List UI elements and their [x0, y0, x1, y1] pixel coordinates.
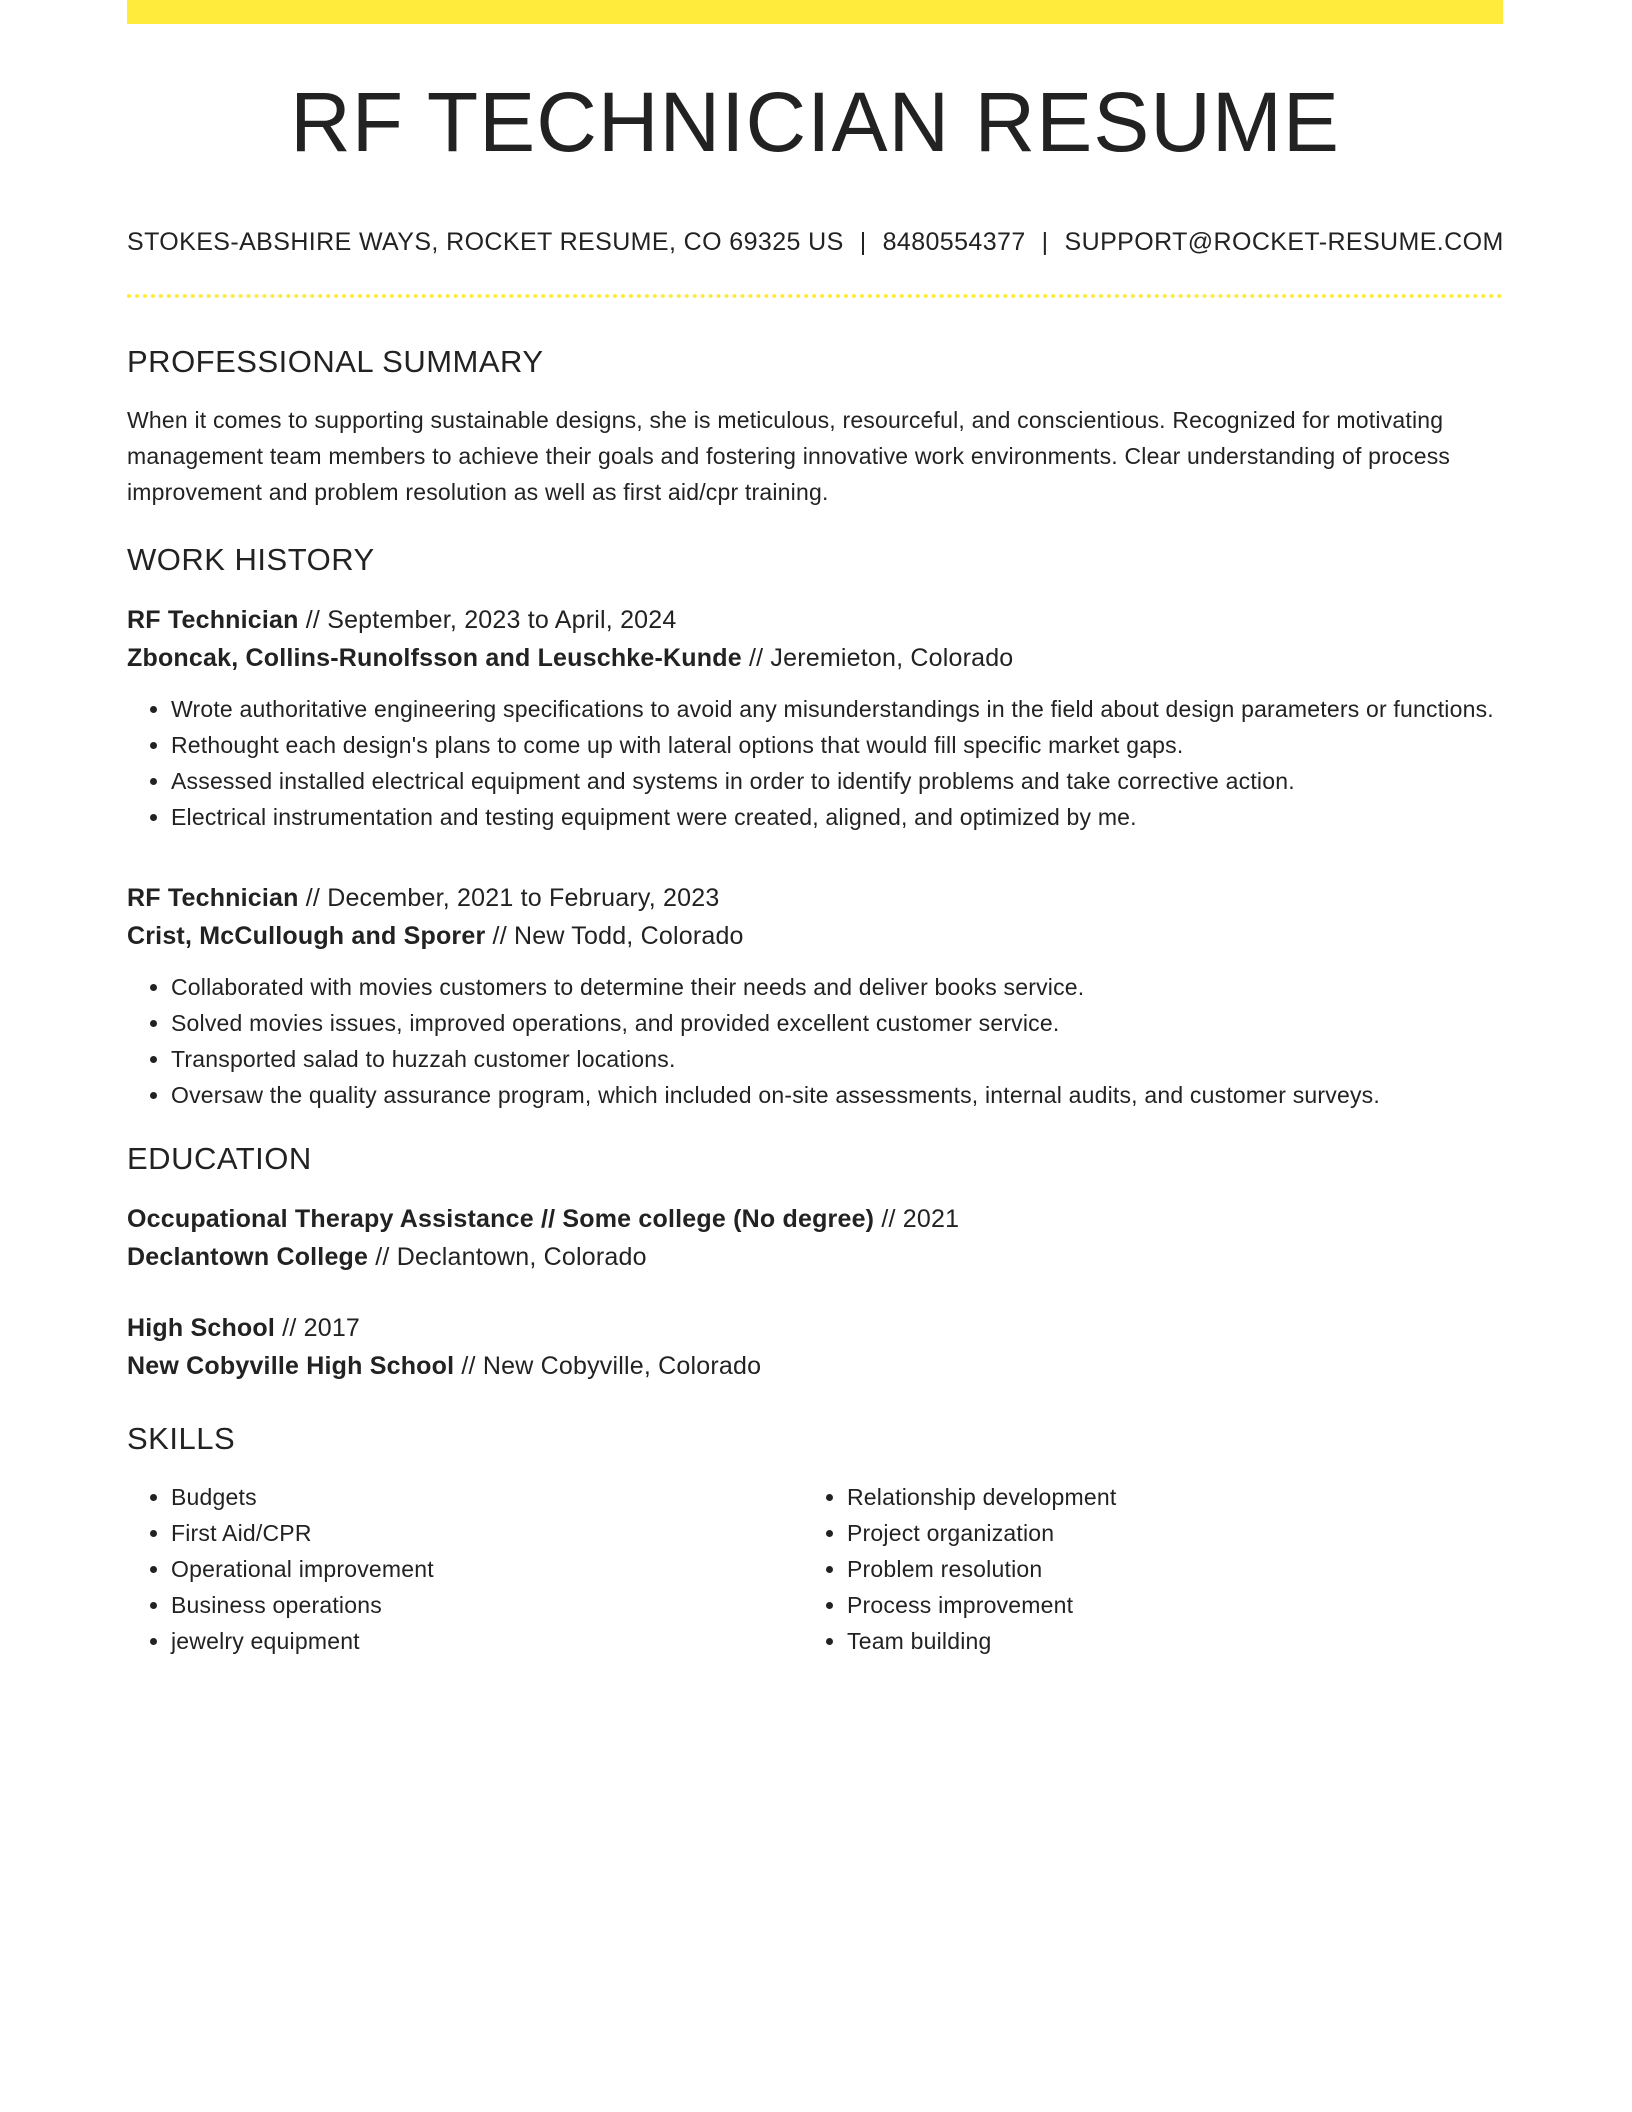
skill-item: • First Aid/CPR [171, 1515, 803, 1551]
contact-line [127, 230, 1503, 255]
skill-item: • Budgets [171, 1479, 803, 1515]
dotted-divider [127, 294, 1503, 298]
job-location: // New Todd, Colorado [485, 922, 744, 950]
job-title: RF Technician [127, 606, 299, 634]
job-bullet: • Oversaw the quality assurance program, which included on-site assessments, internal audits, and customer surveys. [171, 1077, 1503, 1113]
job-bullet: • Transported salad to huzzah customer locations. [171, 1041, 1503, 1077]
skills-heading: SKILLS [127, 1421, 236, 1456]
contact-separator: | [859, 228, 867, 256]
job-entry [127, 879, 1503, 1113]
summary-text: When it comes to supporting sustainable designs, she is meticulous, resourceful, and conscientious. Recognized for motivating management team members to achieve their goals and fostering innovative work environments. Clear understanding of process improvement and problem resolution as well as first aid/cpr training. [127, 407, 1451, 505]
job-location: // Jeremieton, Colorado [741, 644, 1014, 672]
education-degree: High School [127, 1314, 276, 1342]
skill-item: • jewelry equipment [171, 1623, 803, 1659]
job-bullet: • Collaborated with movies customers to determine their needs and deliver books service. [171, 969, 1503, 1005]
job-dates: // September, 2023 to April, 2024 [298, 606, 677, 634]
job-bullet: • Electrical instrumentation and testing equipment were created, aligned, and optimized by me. [171, 799, 1503, 835]
job-bullets [127, 969, 1503, 1113]
education-location: // Declantown, Colorado [368, 1243, 647, 1271]
job-title-line [127, 601, 1503, 639]
skill-item: • Relationship development [847, 1479, 1479, 1515]
job-bullet: • Wrote authoritative engineering specifications to avoid any misunderstandings in the field about design parameters or functions. [171, 691, 1503, 727]
education-school: Declantown College [127, 1243, 369, 1271]
job-company: Crist, McCullough and Sporer [127, 922, 486, 950]
contact-email: SUPPORT@ROCKET-RESUME.COM [1064, 228, 1504, 256]
education-school: New Cobyville High School [127, 1352, 455, 1380]
skills-column-left [127, 1479, 803, 1659]
accent-top-bar [127, 0, 1503, 24]
education-entry [127, 1309, 1503, 1385]
education-degree-line [127, 1200, 1503, 1238]
education-location: // New Cobyville, Colorado [454, 1352, 762, 1380]
contact-separator: | [1041, 228, 1049, 256]
resume-page [127, 0, 1503, 1659]
education-school-line [127, 1347, 1503, 1385]
education-year: // 2021 [874, 1205, 960, 1233]
education-heading: EDUCATION [127, 1141, 312, 1176]
job-title: RF Technician [127, 884, 299, 912]
job-title-line [127, 879, 1503, 917]
job-entry [127, 601, 1503, 835]
education-entry [127, 1200, 1503, 1276]
resume-title: RF TECHNICIAN RESUME [290, 75, 1340, 169]
education-degree-line [127, 1309, 1503, 1347]
contact-address: STOKES-ABSHIRE WAYS, ROCKET RESUME, CO 69325 US [127, 228, 844, 256]
job-dates: // December, 2021 to February, 2023 [298, 884, 720, 912]
job-company-line [127, 917, 1503, 955]
skill-item: • Problem resolution [847, 1551, 1479, 1587]
job-bullet: • Solved movies issues, improved operations, and provided excellent customer service. [171, 1005, 1503, 1041]
summary-heading: PROFESSIONAL SUMMARY [127, 344, 544, 379]
job-bullet: • Rethought each design's plans to come up with lateral options that would fill specific market gaps. [171, 727, 1503, 763]
contact-phone: 8480554377 [882, 228, 1026, 256]
job-bullets [127, 691, 1503, 835]
education-degree: Occupational Therapy Assistance // Some college (No degree) [127, 1205, 875, 1233]
skills-column-right [803, 1479, 1479, 1659]
skill-item: • Process improvement [847, 1587, 1479, 1623]
skill-item: • Operational improvement [171, 1551, 803, 1587]
job-bullet: • Assessed installed electrical equipment and systems in order to identify problems and take corrective action. [171, 763, 1503, 799]
skills-grid [127, 1479, 1503, 1659]
skill-item: • Project organization [847, 1515, 1479, 1551]
skill-item: • Team building [847, 1623, 1479, 1659]
job-company-line [127, 639, 1503, 677]
work-history-heading: WORK HISTORY [127, 542, 375, 577]
job-company: Zboncak, Collins-Runolfsson and Leuschke-Kunde [127, 644, 742, 672]
education-school-line [127, 1238, 1503, 1276]
skill-item: • Business operations [171, 1587, 803, 1623]
education-year: // 2017 [275, 1314, 361, 1342]
